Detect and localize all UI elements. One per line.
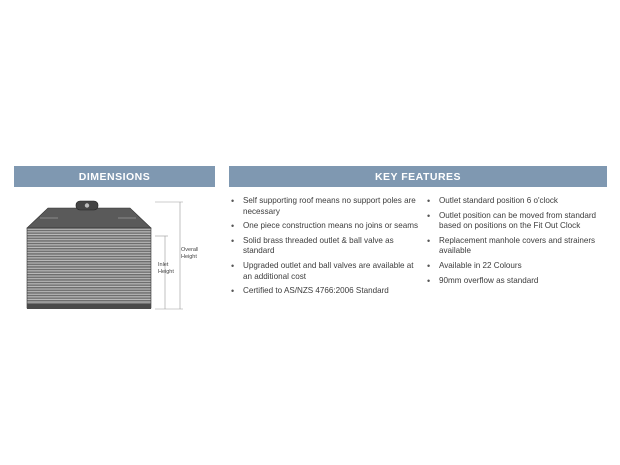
bullet: • — [231, 221, 235, 232]
feature-text: Outlet standard position 6 o'clock — [439, 196, 558, 205]
feature-text: Replacement manhole covers and strainers available — [439, 235, 596, 256]
features-column-2 — [426, 196, 611, 290]
feature-text: Available in 22 Colours — [439, 260, 522, 270]
feature-text: Outlet position can be moved from standard based on positions on the Fit Out Clock — [439, 210, 597, 231]
key-features-header: KEY FEATURES — [229, 166, 607, 187]
bullet: • — [231, 286, 235, 297]
feature-text: Self supporting roof means no support poles are necessary — [243, 196, 416, 216]
tank-base — [27, 304, 151, 309]
features-column-1 — [230, 196, 420, 301]
feature-item — [426, 236, 611, 257]
feature-item — [426, 211, 611, 232]
feature-item — [230, 236, 420, 257]
water-tank-diagram — [18, 196, 198, 316]
feature-text: Certified to AS/NZS 4766:2006 Standard — [243, 286, 389, 296]
bullet: • — [427, 275, 431, 286]
feature-text: One piece construction means no joins or seams — [243, 221, 419, 231]
inlet-label-1: Inlet — [158, 262, 169, 268]
feature-item — [426, 196, 611, 207]
bullet: • — [427, 196, 431, 206]
feature-text: Upgraded outlet and ball valves are available at an additional cost — [243, 260, 414, 281]
bullet: • — [231, 235, 235, 246]
feature-text: 90mm overflow as standard — [439, 275, 539, 285]
feature-item — [230, 286, 420, 297]
feature-item — [230, 261, 420, 282]
overall-label-2: Height — [181, 254, 197, 260]
bullet: • — [231, 196, 235, 206]
feature-item — [230, 221, 420, 232]
bullet: • — [427, 235, 431, 246]
dimension-lines — [155, 202, 183, 309]
inlet-label-2: Height — [158, 269, 174, 275]
overall-label-1: Overall — [181, 247, 198, 253]
tank-body — [27, 228, 151, 308]
feature-text: Solid brass threaded outlet & ball valve as standard — [243, 235, 394, 256]
bullet: • — [427, 260, 431, 271]
feature-item — [426, 276, 611, 287]
bullet: • — [231, 260, 235, 271]
dimensions-header: DIMENSIONS — [14, 166, 215, 187]
feature-item — [426, 261, 611, 272]
feature-item — [230, 196, 420, 217]
bullet: • — [427, 210, 431, 221]
